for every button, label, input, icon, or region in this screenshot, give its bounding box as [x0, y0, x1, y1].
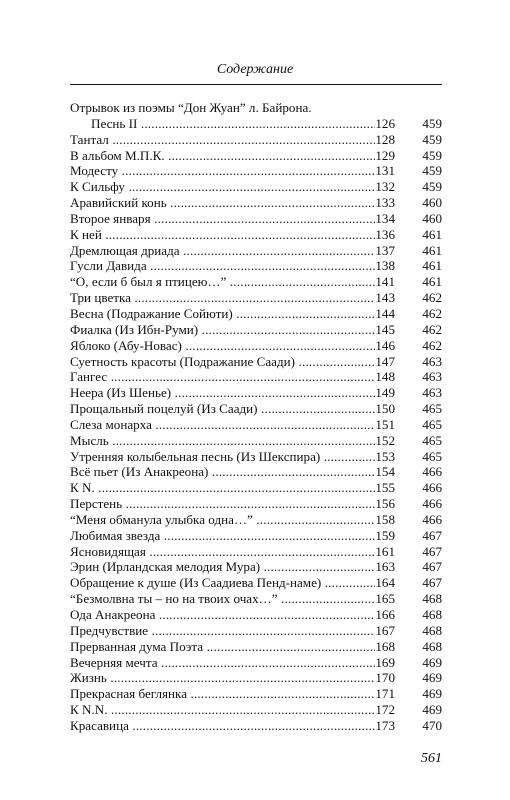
- text-page-number: 159: [375, 527, 395, 543]
- entry-title-text: Красавица .....: [70, 718, 375, 733]
- toc-entry: [70, 369, 442, 385]
- toc-entry-title: [70, 591, 375, 607]
- notes-page-number: 468: [422, 591, 442, 607]
- notes-page-number: 465: [422, 432, 442, 448]
- toc-entry: [70, 544, 442, 560]
- toc-entry: [70, 591, 442, 607]
- entry-title-text: Весна (Подражание Сойюти) .....: [70, 306, 375, 321]
- toc-entry-title: [70, 354, 375, 370]
- toc-entry-title: [70, 179, 375, 195]
- text-page-number: 126: [375, 115, 395, 131]
- entry-title-text: Аравийский конь .....: [70, 195, 375, 210]
- toc-entry-title: [70, 464, 375, 480]
- text-page-number: 145: [375, 321, 395, 337]
- text-page-number: 167: [375, 622, 395, 638]
- text-page-number: 144: [375, 305, 395, 321]
- notes-page-number: 465: [422, 416, 442, 432]
- toc-entry-title: [70, 480, 375, 496]
- toc-entry: [70, 100, 442, 116]
- toc-entry: [70, 354, 442, 370]
- notes-page-number: 460: [422, 195, 442, 211]
- toc-entry: [70, 290, 442, 306]
- toc-entry-title: [70, 655, 375, 671]
- text-page-number: 156: [375, 496, 395, 512]
- header-rule: [70, 84, 442, 85]
- toc-entry-title: [70, 575, 375, 591]
- text-page-number: 151: [375, 416, 395, 432]
- toc-entry-title: [70, 148, 375, 164]
- entry-title-text: К Сильфу .....: [70, 179, 375, 194]
- toc-entry: [70, 258, 442, 274]
- notes-page-number: 465: [422, 401, 442, 417]
- toc-entry-title: [70, 607, 375, 623]
- text-page-number: 141: [375, 274, 395, 290]
- toc-entry: [70, 512, 442, 528]
- toc-entry-title: [70, 528, 375, 544]
- notes-page-number: 461: [422, 258, 442, 274]
- entry-title-text: К N.N. .....: [70, 702, 375, 717]
- entry-title-text: Прерванная дума Поэта .....: [70, 639, 375, 654]
- entry-title-text: Ода Анакреона .....: [70, 607, 375, 622]
- text-page-number: 154: [375, 464, 395, 480]
- toc-entry: [70, 179, 442, 195]
- toc-entry: [70, 132, 442, 148]
- toc-entry: [70, 274, 442, 290]
- toc-entry: [70, 148, 442, 164]
- toc-entry-title: [91, 116, 375, 132]
- toc-entry-title: [70, 401, 375, 417]
- notes-page-number: 467: [422, 527, 442, 543]
- text-page-number: 128: [375, 131, 395, 147]
- notes-page-number: 462: [422, 305, 442, 321]
- toc-entry-title: [70, 306, 375, 322]
- page-number: 561: [421, 751, 442, 766]
- text-page-number: 158: [375, 511, 395, 527]
- entry-title-text: Любимая звезда .....: [70, 528, 375, 543]
- notes-page-number: 460: [422, 210, 442, 226]
- toc-entry: [70, 306, 442, 322]
- toc-entry: [70, 559, 442, 575]
- entry-title-text: Слеза монарха .....: [70, 417, 375, 432]
- notes-page-number: 468: [422, 638, 442, 654]
- notes-page-number: 463: [422, 353, 442, 369]
- toc-entry-title: [70, 322, 375, 338]
- entry-title-text: Второе января .....: [70, 211, 375, 226]
- toc-entry: [70, 718, 442, 734]
- toc-entry: [70, 322, 442, 338]
- notes-page-number: 462: [422, 321, 442, 337]
- toc-entry: [70, 211, 442, 227]
- toc-entry: [70, 496, 442, 512]
- entry-title-text: Всё пьет (Из Анакреона) .....: [70, 464, 375, 479]
- notes-page-number: 469: [422, 654, 442, 670]
- toc-entry: [70, 686, 442, 702]
- toc-entry-title: [70, 512, 375, 528]
- notes-page-number: 466: [422, 511, 442, 527]
- notes-page-number: 468: [422, 607, 442, 622]
- notes-page-number: 462: [422, 337, 442, 353]
- toc-entry-title: [70, 100, 375, 116]
- notes-page-number: 467: [422, 559, 442, 575]
- entry-title-text: Ясновидящая .....: [70, 544, 375, 559]
- toc-entry-title: [70, 559, 375, 575]
- notes-page-number: 461: [422, 242, 442, 258]
- toc-entry-title: [70, 702, 375, 718]
- text-page-number: 150: [375, 401, 395, 417]
- text-page-number: 165: [375, 591, 395, 607]
- toc-entry-title: [70, 227, 375, 243]
- entry-title-text: Песнь II .....: [91, 116, 375, 131]
- text-page-number: 147: [375, 353, 395, 369]
- toc-entry-title: [70, 686, 375, 702]
- entry-title-text: Прощальный поцелуй (Из Саади) .....: [70, 401, 375, 416]
- text-page-number: 155: [375, 480, 395, 496]
- toc-entry: [70, 401, 442, 417]
- text-page-number: 163: [375, 559, 395, 575]
- text-page-number: 166: [375, 607, 395, 622]
- toc-entry: [70, 243, 442, 259]
- text-page-number: 170: [375, 670, 395, 686]
- toc-entry: [70, 464, 442, 480]
- toc-entry: [70, 116, 442, 132]
- toc-entry: [70, 528, 442, 544]
- text-page-number: 172: [375, 702, 395, 718]
- toc-entry-title: [70, 163, 375, 179]
- toc-entry-title: [70, 258, 375, 274]
- toc-entry-title: [70, 243, 375, 259]
- toc-entry: [70, 670, 442, 686]
- toc-entry: [70, 575, 442, 591]
- entry-title-text: Жизнь .....: [70, 670, 375, 685]
- toc-entry: [70, 163, 442, 179]
- text-page-number: 164: [375, 575, 395, 591]
- text-page-number: 148: [375, 369, 395, 385]
- toc-entry-title: [70, 417, 375, 433]
- notes-page-number: 469: [422, 686, 442, 702]
- text-page-number: 173: [375, 717, 395, 733]
- toc-entry-title: [70, 623, 375, 639]
- entry-title-text: Фиалка (Из Ибн-Руми) .....: [70, 322, 375, 337]
- notes-page-number: 466: [422, 464, 442, 480]
- toc-entry: [70, 639, 442, 655]
- table-of-contents: [70, 100, 442, 734]
- toc-entry-title: [70, 385, 375, 401]
- notes-page-number: 459: [422, 147, 442, 163]
- notes-page-number: 470: [422, 717, 442, 733]
- entry-title-text: Обращение к душе (Из Саадиева Пенд-наме) .....: [70, 575, 375, 590]
- toc-entry: [70, 433, 442, 449]
- entry-title-text: Утренняя колыбельная песнь (Из Шекспира) .....: [70, 449, 375, 464]
- notes-page-number: 461: [422, 226, 442, 242]
- text-page-number: 133: [375, 195, 395, 211]
- text-page-number: 143: [375, 290, 395, 306]
- toc-entry-title: [70, 338, 375, 354]
- entry-title-text: Три цветка .....: [70, 290, 375, 305]
- entry-title-text: “Меня обманула улыбка одна…” .....: [70, 512, 375, 527]
- text-page-number: 132: [375, 179, 395, 195]
- notes-page-number: 462: [422, 290, 442, 306]
- toc-entry-title: [70, 670, 375, 686]
- entry-title-text: К ней .....: [70, 227, 375, 242]
- text-page-number: 171: [375, 686, 395, 702]
- text-page-number: 134: [375, 210, 395, 226]
- notes-page-number: 467: [422, 575, 442, 591]
- notes-page-number: 468: [422, 622, 442, 638]
- notes-page-number: 459: [422, 163, 442, 179]
- toc-entry: [70, 227, 442, 243]
- entry-title-text: Отрывок из поэмы “Дон Жуан” л. Байрона.: [70, 100, 312, 115]
- notes-page-number: 459: [422, 179, 442, 195]
- notes-page-number: 465: [422, 448, 442, 464]
- notes-page-number: 466: [422, 496, 442, 512]
- toc-entry-title: [70, 544, 375, 560]
- entry-title-text: Суетность красоты (Подражание Саади) .....: [70, 354, 375, 369]
- entry-title-text: Предчувствие .....: [70, 623, 375, 638]
- entry-title-text: Гангес .....: [70, 369, 375, 384]
- toc-entry-title: [70, 718, 375, 734]
- notes-page-number: 463: [422, 385, 442, 401]
- notes-page-number: 463: [422, 369, 442, 385]
- entry-title-text: Тантал .....: [70, 132, 375, 147]
- toc-entry-title: [70, 639, 375, 655]
- toc-entry: [70, 449, 442, 465]
- text-page-number: 137: [375, 242, 395, 258]
- notes-page-number: 469: [422, 702, 442, 718]
- entry-title-text: Яблоко (Абу-Новас) .....: [70, 338, 375, 353]
- running-head: Содержание: [216, 62, 294, 77]
- text-page-number: 161: [375, 543, 395, 559]
- toc-entry: [70, 338, 442, 354]
- toc-entry-title: [70, 290, 375, 306]
- entry-title-text: Прекрасная беглянка .....: [70, 686, 375, 701]
- entry-title-text: Вечерняя мечта .....: [70, 655, 375, 670]
- toc-entry: [70, 702, 442, 718]
- text-page-number: 129: [375, 147, 395, 163]
- text-page-number: 153: [375, 448, 395, 464]
- entry-title-text: Неера (Из Шенье) .....: [70, 385, 375, 400]
- entry-title-text: Дремлющая дриада .....: [70, 243, 375, 258]
- toc-entry: [70, 195, 442, 211]
- toc-entry-title: [70, 496, 375, 512]
- entry-title-text: “О, если б был я птицею…” .....: [70, 274, 375, 289]
- text-page-number: 131: [375, 163, 395, 179]
- text-page-number: 168: [375, 638, 395, 654]
- toc-entry-title: [70, 211, 375, 227]
- text-page-number: 152: [375, 432, 395, 448]
- text-page-number: 138: [375, 258, 395, 274]
- notes-page-number: 461: [422, 274, 442, 290]
- notes-page-number: 459: [422, 131, 442, 147]
- entry-title-text: Модесту .....: [70, 163, 375, 178]
- notes-page-number: 467: [422, 543, 442, 559]
- entry-title-text: Гусли Давида .....: [70, 258, 375, 273]
- toc-entry-title: [70, 195, 375, 211]
- entry-title-text: Эрин (Ирландская мелодия Мура) .....: [70, 559, 375, 574]
- toc-entry: [70, 623, 442, 639]
- entry-title-text: “Безмолвна ты – но на твоих очах…” .....: [70, 591, 375, 606]
- toc-entry: [70, 417, 442, 433]
- toc-entry: [70, 385, 442, 401]
- notes-page-number: 459: [422, 115, 442, 131]
- toc-entry-title: [70, 433, 375, 449]
- toc-entry: [70, 655, 442, 671]
- notes-page-number: 469: [422, 670, 442, 686]
- toc-entry: [70, 480, 442, 496]
- text-page-number: 136: [375, 226, 395, 242]
- entry-title-text: Мысль .....: [70, 433, 375, 448]
- toc-entry-title: [70, 449, 375, 465]
- text-page-number: 169: [375, 654, 395, 670]
- text-page-number: 149: [375, 385, 395, 401]
- entry-title-text: Перстень .....: [70, 496, 375, 511]
- text-page-number: 146: [375, 337, 395, 353]
- notes-page-number: 466: [422, 480, 442, 496]
- toc-entry-title: [70, 369, 375, 385]
- entry-title-text: К N. .....: [70, 480, 375, 495]
- toc-entry-title: [70, 274, 375, 290]
- toc-entry-title: [70, 132, 375, 148]
- entry-title-text: В альбом М.П.К. .....: [70, 148, 375, 163]
- toc-entry: [70, 607, 442, 623]
